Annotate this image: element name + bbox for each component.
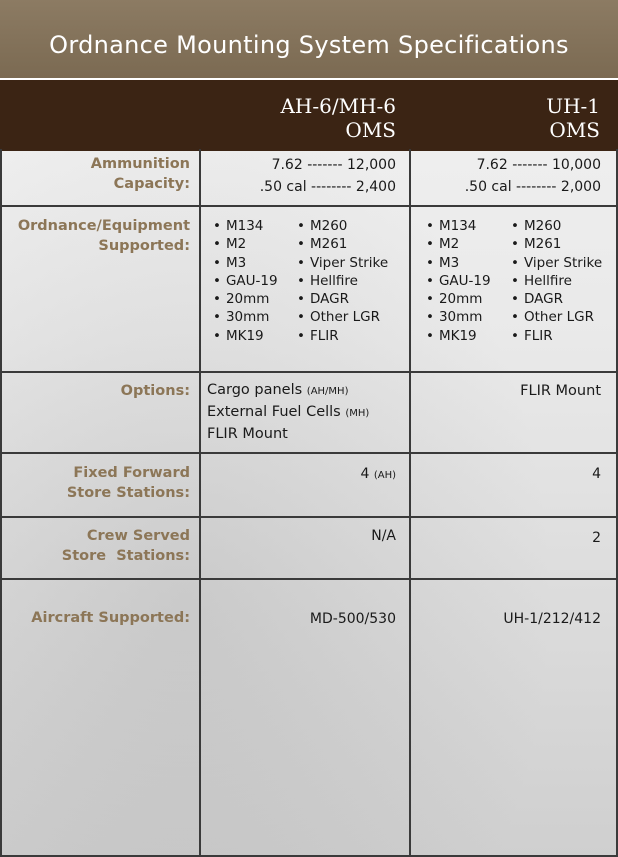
crew-served-label-line1: Crew Served bbox=[86, 528, 190, 544]
ammo-label-line1: Ammunition bbox=[90, 156, 190, 172]
column-header-ah6-line2: OMS bbox=[345, 118, 396, 142]
aircraft-uh1: UH-1/212/412 bbox=[503, 611, 601, 627]
list-item: • Other LGR bbox=[297, 308, 388, 326]
aircraft-label: Aircraft Supported: bbox=[31, 610, 190, 626]
ammo-uh1-line2: .50 cal -------- 2,000 bbox=[464, 179, 601, 195]
list-item: • Viper Strike bbox=[511, 254, 602, 272]
ammo-uh1-line1: 7.62 ------- 10,000 bbox=[476, 157, 601, 173]
column-header-uh1 bbox=[410, 80, 600, 151]
fixed-forward-uh1: 4 bbox=[592, 466, 601, 482]
crew-served-label-line2: Store Stations: bbox=[61, 548, 190, 564]
list-item: • MK19 bbox=[426, 327, 491, 345]
fixed-forward-label-line2: Store Stations: bbox=[66, 485, 190, 501]
options-fuel-cells: External Fuel Cells bbox=[207, 404, 341, 420]
list-item: • GAU-19 bbox=[426, 272, 491, 290]
list-item: • 20mm bbox=[213, 290, 278, 308]
list-item: • M260 bbox=[511, 217, 602, 235]
crew-served-ah6: N/A bbox=[371, 528, 396, 544]
ordnance-label-line2: Supported: bbox=[98, 238, 190, 254]
ordnance-label-line1: Ordnance/Equipment bbox=[17, 218, 190, 234]
ammo-label-line2: Capacity: bbox=[113, 176, 190, 192]
table-frame bbox=[0, 149, 618, 857]
list-item: • M3 bbox=[426, 254, 491, 272]
options-uh1: FLIR Mount bbox=[520, 383, 601, 399]
page-title: Ordnance Mounting System Specifications bbox=[49, 31, 569, 59]
list-item: • M3 bbox=[213, 254, 278, 272]
list-item: • 20mm bbox=[426, 290, 491, 308]
fixed-forward-label-line1: Fixed Forward bbox=[73, 465, 190, 481]
aircraft-ah6: MD-500/530 bbox=[309, 611, 396, 627]
list-item: • DAGR bbox=[511, 290, 602, 308]
list-item: • DAGR bbox=[297, 290, 388, 308]
list-item: • M2 bbox=[426, 235, 491, 253]
title-bar bbox=[0, 0, 618, 79]
column-header-uh1-line1: UH-1 bbox=[546, 94, 600, 118]
ammo-ah6-line2: .50 cal -------- 2,400 bbox=[259, 179, 396, 195]
list-item: • Viper Strike bbox=[297, 254, 388, 272]
list-item: • M261 bbox=[297, 235, 388, 253]
options-fuel-cells-note: (MH) bbox=[345, 408, 370, 419]
list-item: • M2 bbox=[213, 235, 278, 253]
column-header-ah6 bbox=[200, 80, 396, 151]
column-header-uh1-line2: OMS bbox=[549, 118, 600, 142]
ammo-ah6-line1: 7.62 ------- 12,000 bbox=[271, 157, 396, 173]
options-cargo-panels: Cargo panels bbox=[207, 382, 303, 398]
list-item: • Other LGR bbox=[511, 308, 602, 326]
list-item: • Hellfire bbox=[297, 272, 388, 290]
options-ah6-line3: FLIR Mount bbox=[207, 426, 288, 442]
list-item: • 30mm bbox=[426, 308, 491, 326]
list-item: • FLIR bbox=[511, 327, 602, 345]
list-item: • Hellfire bbox=[511, 272, 602, 290]
crew-served-uh1: 2 bbox=[592, 530, 601, 546]
fixed-forward-ah6-note: (AH) bbox=[373, 470, 396, 481]
list-item: • M134 bbox=[213, 217, 278, 235]
column-header-ah6-line1: AH-6/MH-6 bbox=[280, 94, 396, 118]
fixed-forward-ah6-value: 4 bbox=[360, 466, 370, 482]
column-header-bar bbox=[0, 78, 618, 151]
list-item: • GAU-19 bbox=[213, 272, 278, 290]
list-item: • FLIR bbox=[297, 327, 388, 345]
list-item: • MK19 bbox=[213, 327, 278, 345]
list-item: • M260 bbox=[297, 217, 388, 235]
options-cargo-panels-note: (AH/MH) bbox=[306, 386, 349, 397]
list-item: • M261 bbox=[511, 235, 602, 253]
options-label: Options: bbox=[120, 383, 190, 399]
list-item: • M134 bbox=[426, 217, 491, 235]
list-item: • 30mm bbox=[213, 308, 278, 326]
